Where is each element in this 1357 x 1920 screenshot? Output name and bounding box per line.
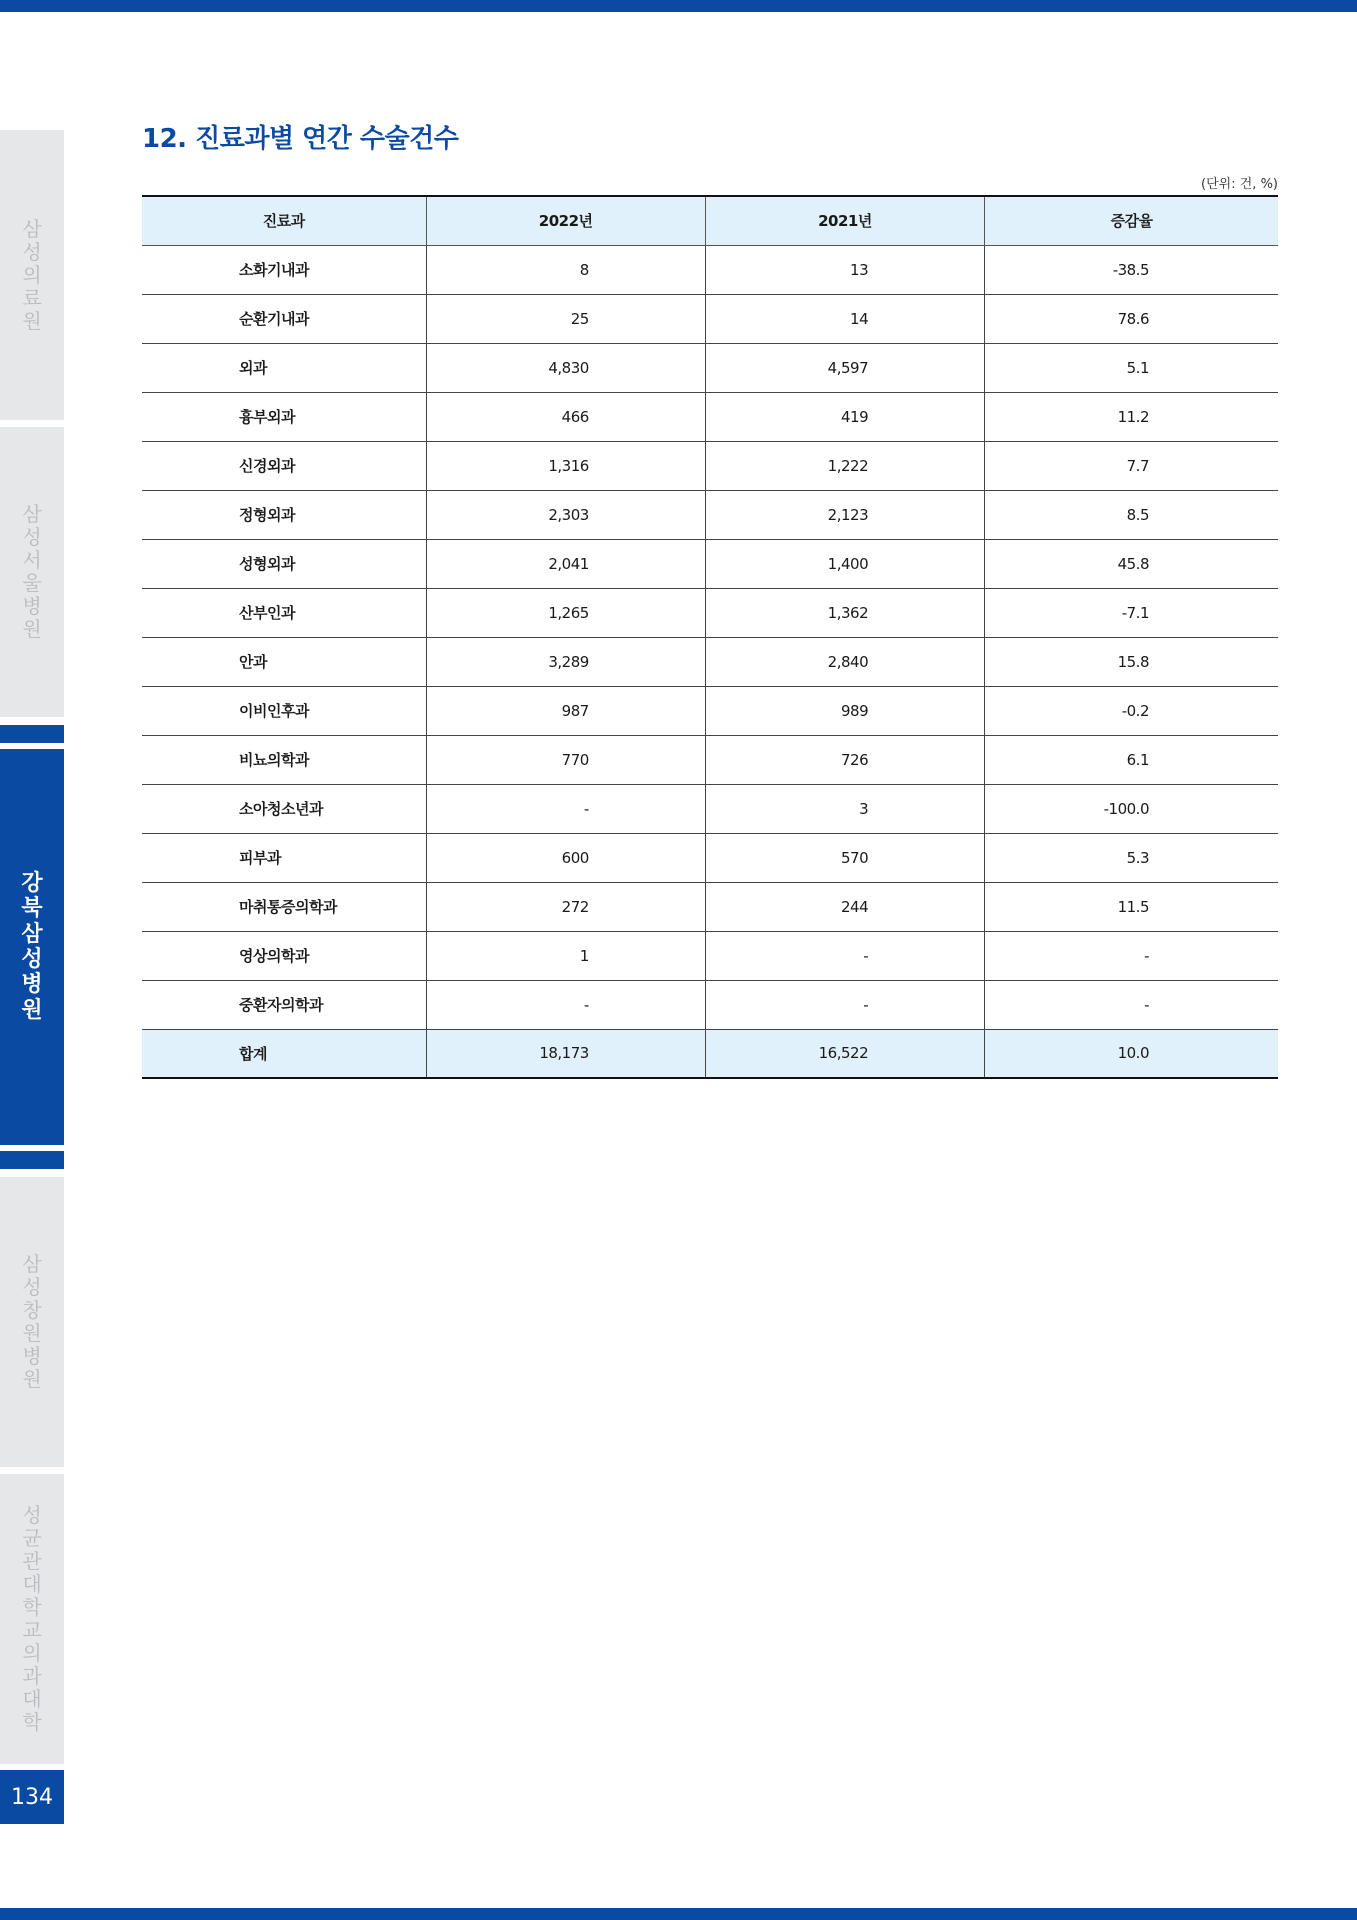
unit-note: (단위: 건, %) <box>1201 177 1278 192</box>
department-cell: 마취통증의학과 <box>142 882 426 931</box>
count-2022-cell: 770 <box>426 735 705 784</box>
department-cell: 산부인과 <box>142 588 426 637</box>
count-2021-cell: 1,362 <box>705 588 984 637</box>
department-cell: 안과 <box>142 637 426 686</box>
page-title: 12. 진료과별 연간 수술건수 <box>142 124 459 154</box>
table-row <box>142 784 1278 833</box>
count-2021-cell: 570 <box>705 833 984 882</box>
sidebar-tab-label: 성균관대학교 의과대학 <box>22 1503 42 1734</box>
total-change-rate-cell: 10.0 <box>985 1029 1278 1078</box>
total-2022-cell: 18,173 <box>426 1029 705 1078</box>
table-row <box>142 441 1278 490</box>
active-tab-accent-top <box>0 725 64 743</box>
count-2022-cell: 1,265 <box>426 588 705 637</box>
change-rate-cell: - <box>985 931 1278 980</box>
table-row <box>142 245 1278 294</box>
column-header-2021: 2021년 <box>705 196 984 245</box>
department-cell: 소화기내과 <box>142 245 426 294</box>
table-row <box>142 588 1278 637</box>
count-2021-cell: 2,840 <box>705 637 984 686</box>
change-rate-cell: 7.7 <box>985 441 1278 490</box>
sidebar-tab-samsung-medical-center[interactable] <box>0 130 64 420</box>
count-2021-cell: 1,400 <box>705 539 984 588</box>
change-rate-cell: -7.1 <box>985 588 1278 637</box>
change-rate-cell: 78.6 <box>985 294 1278 343</box>
sidebar-tab-skku-medical-school[interactable] <box>0 1474 64 1764</box>
sidebar-tab-label: 강북삼성병원 <box>21 871 43 1023</box>
table-row <box>142 882 1278 931</box>
count-2021-cell: 989 <box>705 686 984 735</box>
count-2022-cell: 2,303 <box>426 490 705 539</box>
column-header-change-rate: 증감율 <box>985 196 1278 245</box>
change-rate-cell: -0.2 <box>985 686 1278 735</box>
table-row <box>142 539 1278 588</box>
table-row <box>142 343 1278 392</box>
count-2021-cell: 13 <box>705 245 984 294</box>
sidebar-tab-samsung-seoul-hospital[interactable] <box>0 427 64 717</box>
count-2022-cell: 2,041 <box>426 539 705 588</box>
count-2022-cell: 272 <box>426 882 705 931</box>
table-row <box>142 637 1278 686</box>
count-2022-cell: 987 <box>426 686 705 735</box>
table-total-row <box>142 1029 1278 1078</box>
change-rate-cell: 6.1 <box>985 735 1278 784</box>
count-2021-cell: 14 <box>705 294 984 343</box>
change-rate-cell: 45.8 <box>985 539 1278 588</box>
count-2022-cell: 3,289 <box>426 637 705 686</box>
page-number: 134 <box>0 1770 64 1824</box>
column-header-department: 진료과 <box>142 196 426 245</box>
sidebar-tab-label: 삼성창원병원 <box>22 1252 42 1391</box>
count-2022-cell: 8 <box>426 245 705 294</box>
count-2021-cell: - <box>705 980 984 1029</box>
change-rate-cell: 8.5 <box>985 490 1278 539</box>
department-cell: 흉부외과 <box>142 392 426 441</box>
sidebar-tab-samsung-changwon-hospital[interactable] <box>0 1177 64 1467</box>
table-row <box>142 980 1278 1029</box>
count-2021-cell: 244 <box>705 882 984 931</box>
department-cell: 비뇨의학과 <box>142 735 426 784</box>
total-2021-cell: 16,522 <box>705 1029 984 1078</box>
department-cell: 순환기내과 <box>142 294 426 343</box>
change-rate-cell: - <box>985 980 1278 1029</box>
department-cell: 성형외과 <box>142 539 426 588</box>
table-row <box>142 735 1278 784</box>
count-2021-cell: - <box>705 931 984 980</box>
table-row <box>142 686 1278 735</box>
count-2022-cell: 466 <box>426 392 705 441</box>
department-cell: 소아청소년과 <box>142 784 426 833</box>
table-row <box>142 392 1278 441</box>
change-rate-cell: 5.1 <box>985 343 1278 392</box>
total-label-cell: 합계 <box>142 1029 426 1078</box>
top-border-bar <box>0 0 1357 12</box>
table-row <box>142 931 1278 980</box>
department-cell: 이비인후과 <box>142 686 426 735</box>
change-rate-cell: -100.0 <box>985 784 1278 833</box>
count-2021-cell: 726 <box>705 735 984 784</box>
active-tab-accent-bottom <box>0 1151 64 1169</box>
count-2021-cell: 1,222 <box>705 441 984 490</box>
count-2022-cell: 1,316 <box>426 441 705 490</box>
count-2022-cell: 25 <box>426 294 705 343</box>
change-rate-cell: 5.3 <box>985 833 1278 882</box>
column-header-2022: 2022년 <box>426 196 705 245</box>
department-cell: 외과 <box>142 343 426 392</box>
count-2021-cell: 419 <box>705 392 984 441</box>
change-rate-cell: 15.8 <box>985 637 1278 686</box>
sidebar-tab-kangbuk-samsung-hospital[interactable] <box>0 749 64 1145</box>
sidebar-tab-label: 삼성의료원 <box>22 216 42 333</box>
count-2021-cell: 4,597 <box>705 343 984 392</box>
count-2022-cell: 600 <box>426 833 705 882</box>
department-cell: 피부과 <box>142 833 426 882</box>
table-row <box>142 490 1278 539</box>
bottom-border-bar <box>0 1908 1357 1920</box>
count-2022-cell: - <box>426 784 705 833</box>
count-2021-cell: 3 <box>705 784 984 833</box>
department-cell: 정형외과 <box>142 490 426 539</box>
department-cell: 영상의학과 <box>142 931 426 980</box>
department-cell: 중환자의학과 <box>142 980 426 1029</box>
count-2022-cell: 4,830 <box>426 343 705 392</box>
change-rate-cell: 11.2 <box>985 392 1278 441</box>
count-2022-cell: - <box>426 980 705 1029</box>
count-2021-cell: 2,123 <box>705 490 984 539</box>
table-row <box>142 294 1278 343</box>
surgery-count-table <box>142 195 1278 1079</box>
table-header-row <box>142 196 1278 245</box>
change-rate-cell: -38.5 <box>985 245 1278 294</box>
change-rate-cell: 11.5 <box>985 882 1278 931</box>
count-2022-cell: 1 <box>426 931 705 980</box>
sidebar-tab-label: 삼성서울병원 <box>22 502 42 641</box>
table-row <box>142 833 1278 882</box>
department-cell: 신경외과 <box>142 441 426 490</box>
